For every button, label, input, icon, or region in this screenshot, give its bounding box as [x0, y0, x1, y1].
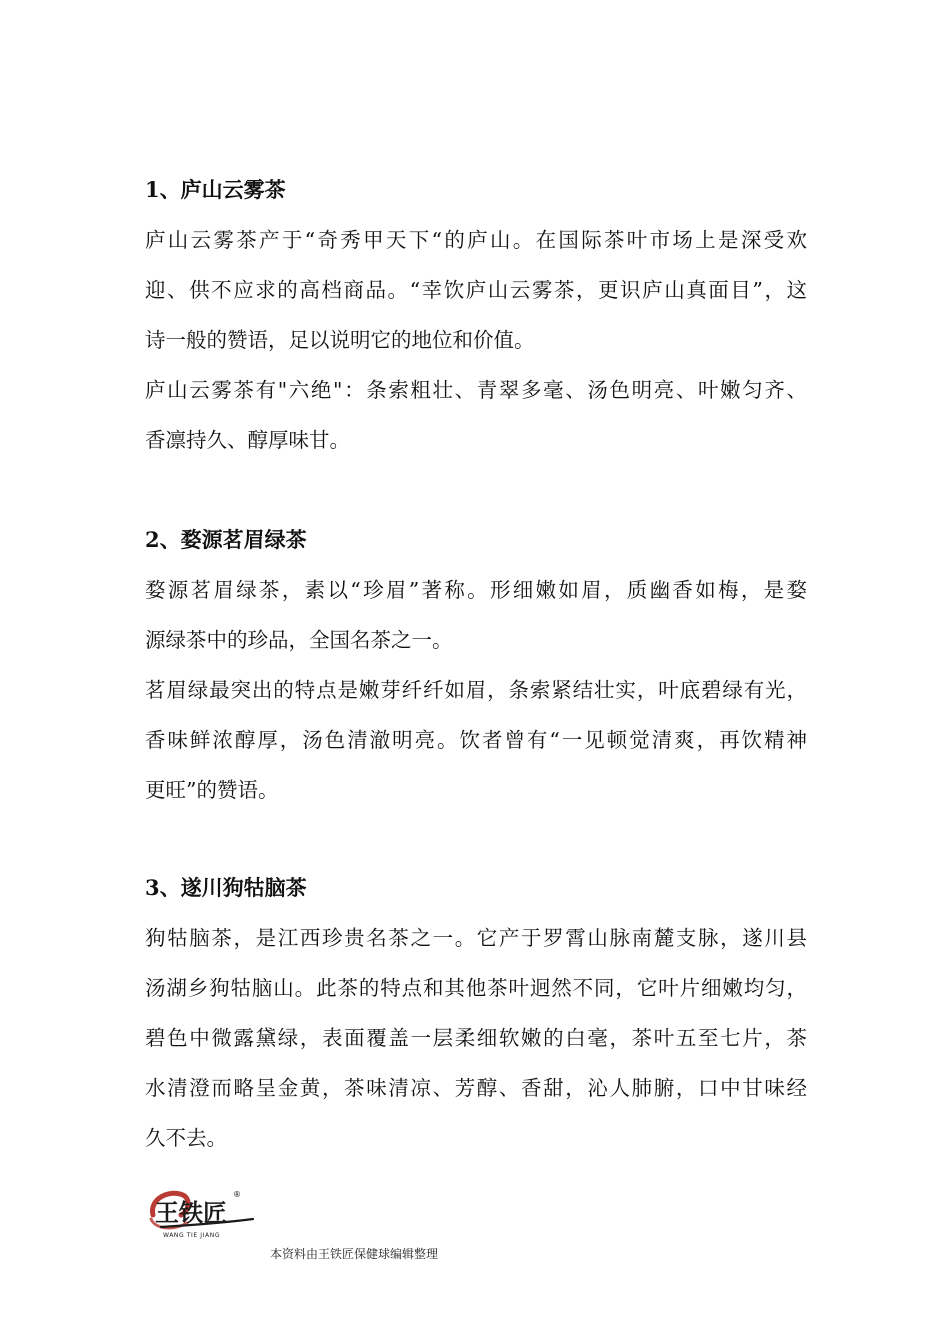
body-line: 婺源茗眉绿茶，素以“珍眉”著称。形细嫩如眉，质幽香如梅，是婺: [145, 578, 807, 602]
body-line: 茗眉绿最突出的特点是嫩芽纤纤如眉，条索紧结壮实，叶底碧绿有光，: [145, 678, 807, 702]
brand-logo: [143, 1185, 261, 1241]
section-suichuan-gougunao-tea: [145, 863, 807, 1163]
section-wuyuan-mingmei-tea: [145, 515, 807, 815]
section-lushan-yunwu-tea: [145, 165, 807, 465]
section-body: [145, 565, 807, 815]
body-line: 源绿茶中的珍品，全国名茶之一。: [145, 628, 453, 652]
body-line: 诗一般的赞语，足以说明它的地位和价值。: [145, 328, 535, 352]
body-line: 久不去。: [145, 1126, 227, 1150]
body-line: 庐山云雾茶产于“奇秀甲天下“的庐山。在国际茶叶市场上是深受欢: [145, 228, 807, 252]
section-body: [145, 215, 807, 465]
section-body: [145, 913, 807, 1163]
footer-note: 本资料由王铁匠保健球编辑整理: [270, 1247, 439, 1261]
section-heading: 3、遂川狗牯脑茶: [145, 875, 307, 900]
svg-text:WANG TIE JIANG: WANG TIE JIANG: [163, 1232, 221, 1239]
svg-text:王铁匠: 王铁匠: [155, 1198, 227, 1227]
body-line: 汤湖乡狗牯脑山。此茶的特点和其他茶叶迥然不同，它叶片细嫩均匀，: [145, 976, 807, 1000]
body-line: 迎、供不应求的高档商品。“幸饮庐山云雾茶，更识庐山真面目”，这: [145, 278, 807, 302]
section-heading: 2、婺源茗眉绿茶: [145, 527, 307, 552]
svg-text:®: ®: [233, 1190, 241, 1199]
body-line: 香味鲜浓醇厚，汤色清澈明亮。饮者曾有“一见顿觉清爽，再饮精神: [145, 728, 807, 752]
body-line: 庐山云雾茶有"六绝"：条索粗壮、青翠多毫、汤色明亮、叶嫩匀齐、: [145, 378, 807, 402]
brand-logo-mark: [143, 1185, 261, 1241]
body-line: 更旺”的赞语。: [145, 778, 279, 802]
section-heading: 1、庐山云雾茶: [145, 177, 286, 202]
body-line: 狗牯脑茶，是江西珍贵名茶之一。它产于罗霄山脉南麓支脉，遂川县: [145, 926, 807, 950]
body-line: 香凛持久、醇厚味甘。: [145, 428, 350, 452]
body-line: 碧色中微露黛绿，表面覆盖一层柔细软嫩的白毫，茶叶五至七片，茶: [145, 1026, 807, 1050]
body-line: 水清澄而略呈金黄，茶味清凉、芳醇、香甜，沁人肺腑，口中甘味经: [145, 1076, 807, 1100]
